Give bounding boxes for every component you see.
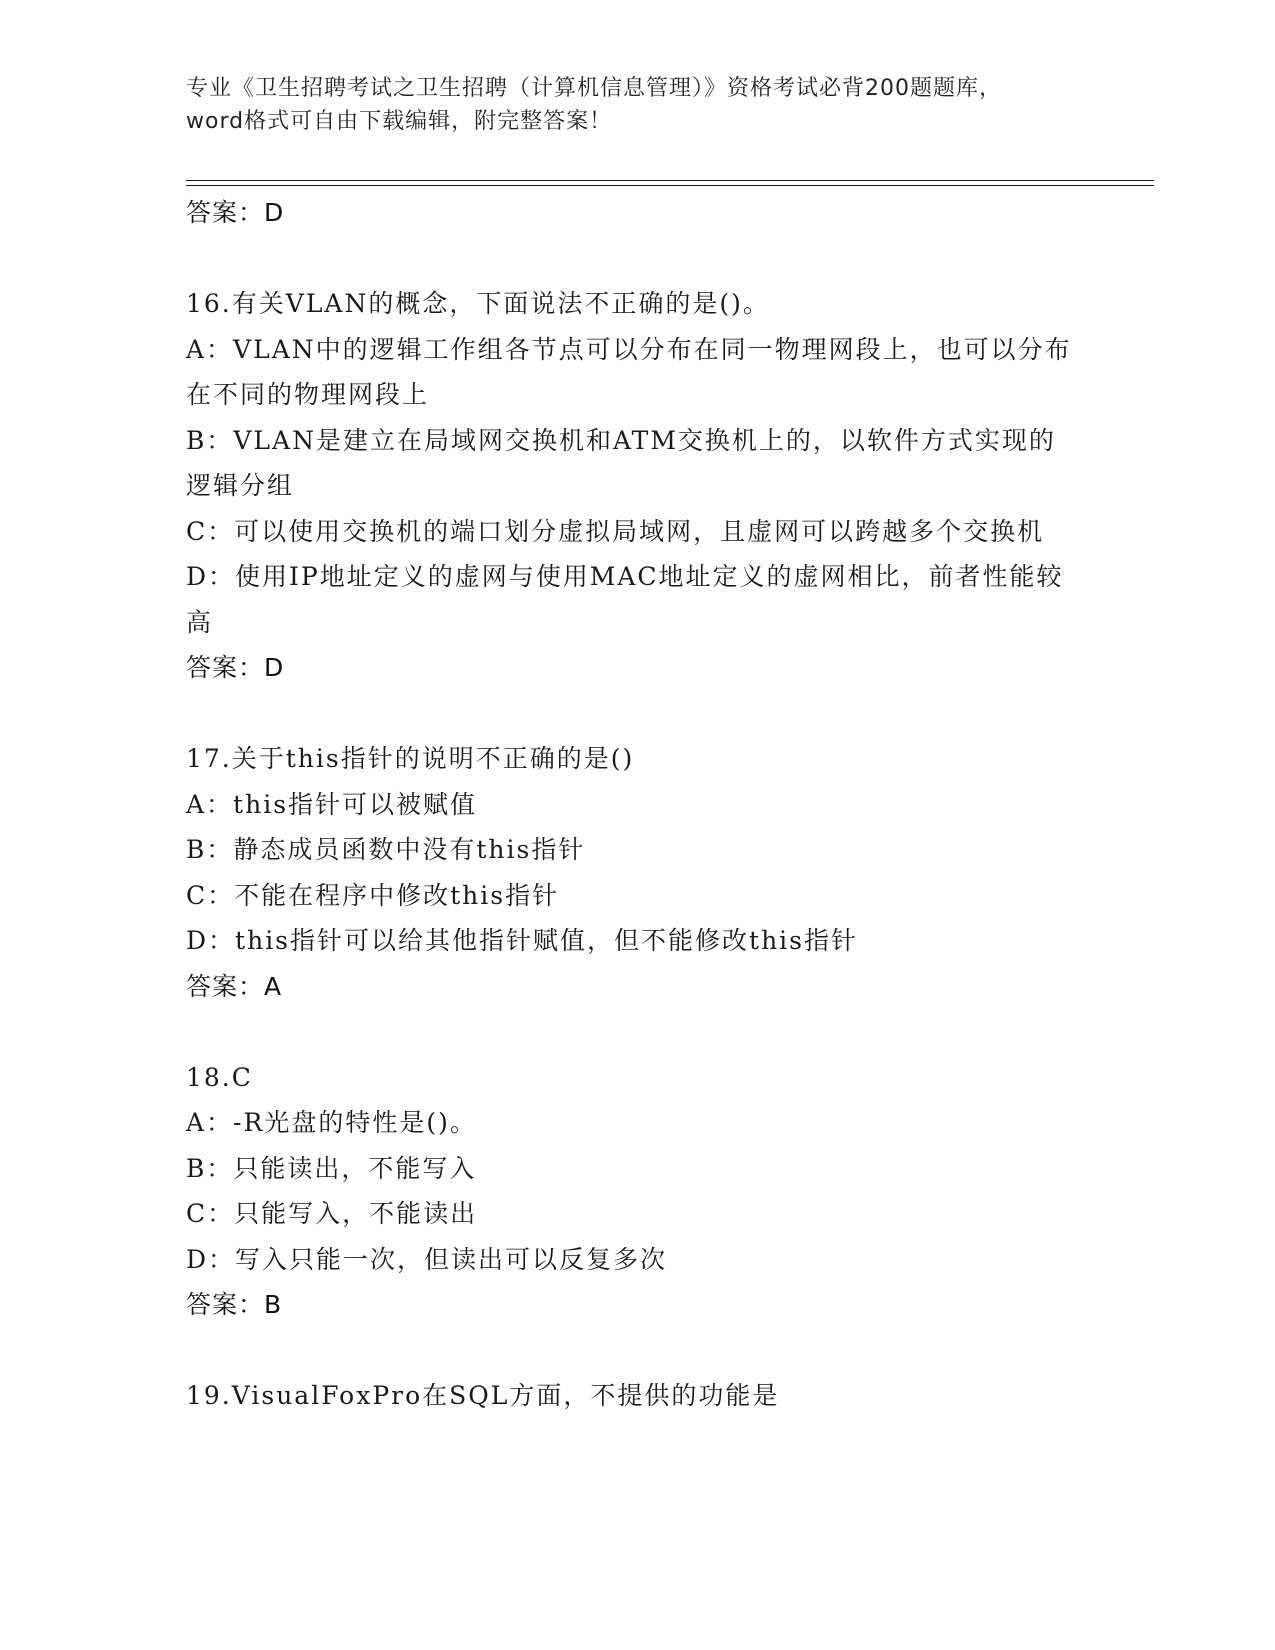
option-c: C：只能写入，不能读出	[186, 1199, 478, 1228]
question-stem: 18.C	[186, 1062, 253, 1092]
answer-label: 答案：B	[186, 1290, 283, 1319]
question-stem: 17.关于this指针的说明不正确的是()	[186, 744, 635, 773]
question-stem: 16.有关VLAN的概念，下面说法不正确的是()。	[186, 289, 770, 318]
option-d: D：使用IP地址定义的虚网与使用MAC地址定义的虚网相比，前者性能较高	[186, 562, 1064, 637]
option-b: B：静态成员函数中没有this指针	[186, 835, 586, 864]
option-a: A：VLAN中的逻辑工作组各节点可以分布在同一物理网段上，也可以分布在不同的物理网段上	[186, 334, 1072, 409]
header-line-2: word格式可自由下载编辑，附完整答案！	[186, 109, 613, 134]
option-a: A：-R光盘的特性是()。	[186, 1108, 477, 1137]
option-b: B：VLAN是建立在局域网交换机和ATM交换机上的，以软件方式实现的逻辑分组	[186, 425, 1056, 500]
answer-label: 答案：A	[186, 971, 283, 1001]
question-19	[186, 1373, 1086, 1419]
option-a: A：this指针可以被赋值	[186, 789, 478, 819]
question-16	[186, 281, 1086, 691]
option-c: C：不能在程序中修改this指针	[186, 880, 560, 910]
option-c: C：可以使用交换机的端口划分虚拟局域网，且虚网可以跨越多个交换机	[186, 516, 1045, 546]
question-18	[186, 1055, 1086, 1329]
answer-label: 答案：D	[186, 653, 285, 682]
option-d: D：this指针可以给其他指针赋值，但不能修改this指针	[186, 926, 858, 955]
question-17	[186, 736, 1086, 1010]
question-list	[186, 190, 1086, 1419]
option-d: D：写入只能一次，但读出可以反复多次	[186, 1244, 668, 1274]
option-b: B：只能读出，不能写入	[186, 1153, 477, 1183]
header-line-1: 专业《卫生招聘考试之卫生招聘（计算机信息管理）》资格考试必背200题题库，	[186, 76, 1002, 101]
header-divider-top	[186, 180, 1154, 181]
header-divider-bottom	[186, 185, 1154, 186]
question-stem: 19.VisualFoxPro在SQL方面，不提供的功能是	[186, 1381, 780, 1410]
answer-label: 答案：D	[186, 198, 285, 227]
document-header	[186, 72, 1086, 138]
